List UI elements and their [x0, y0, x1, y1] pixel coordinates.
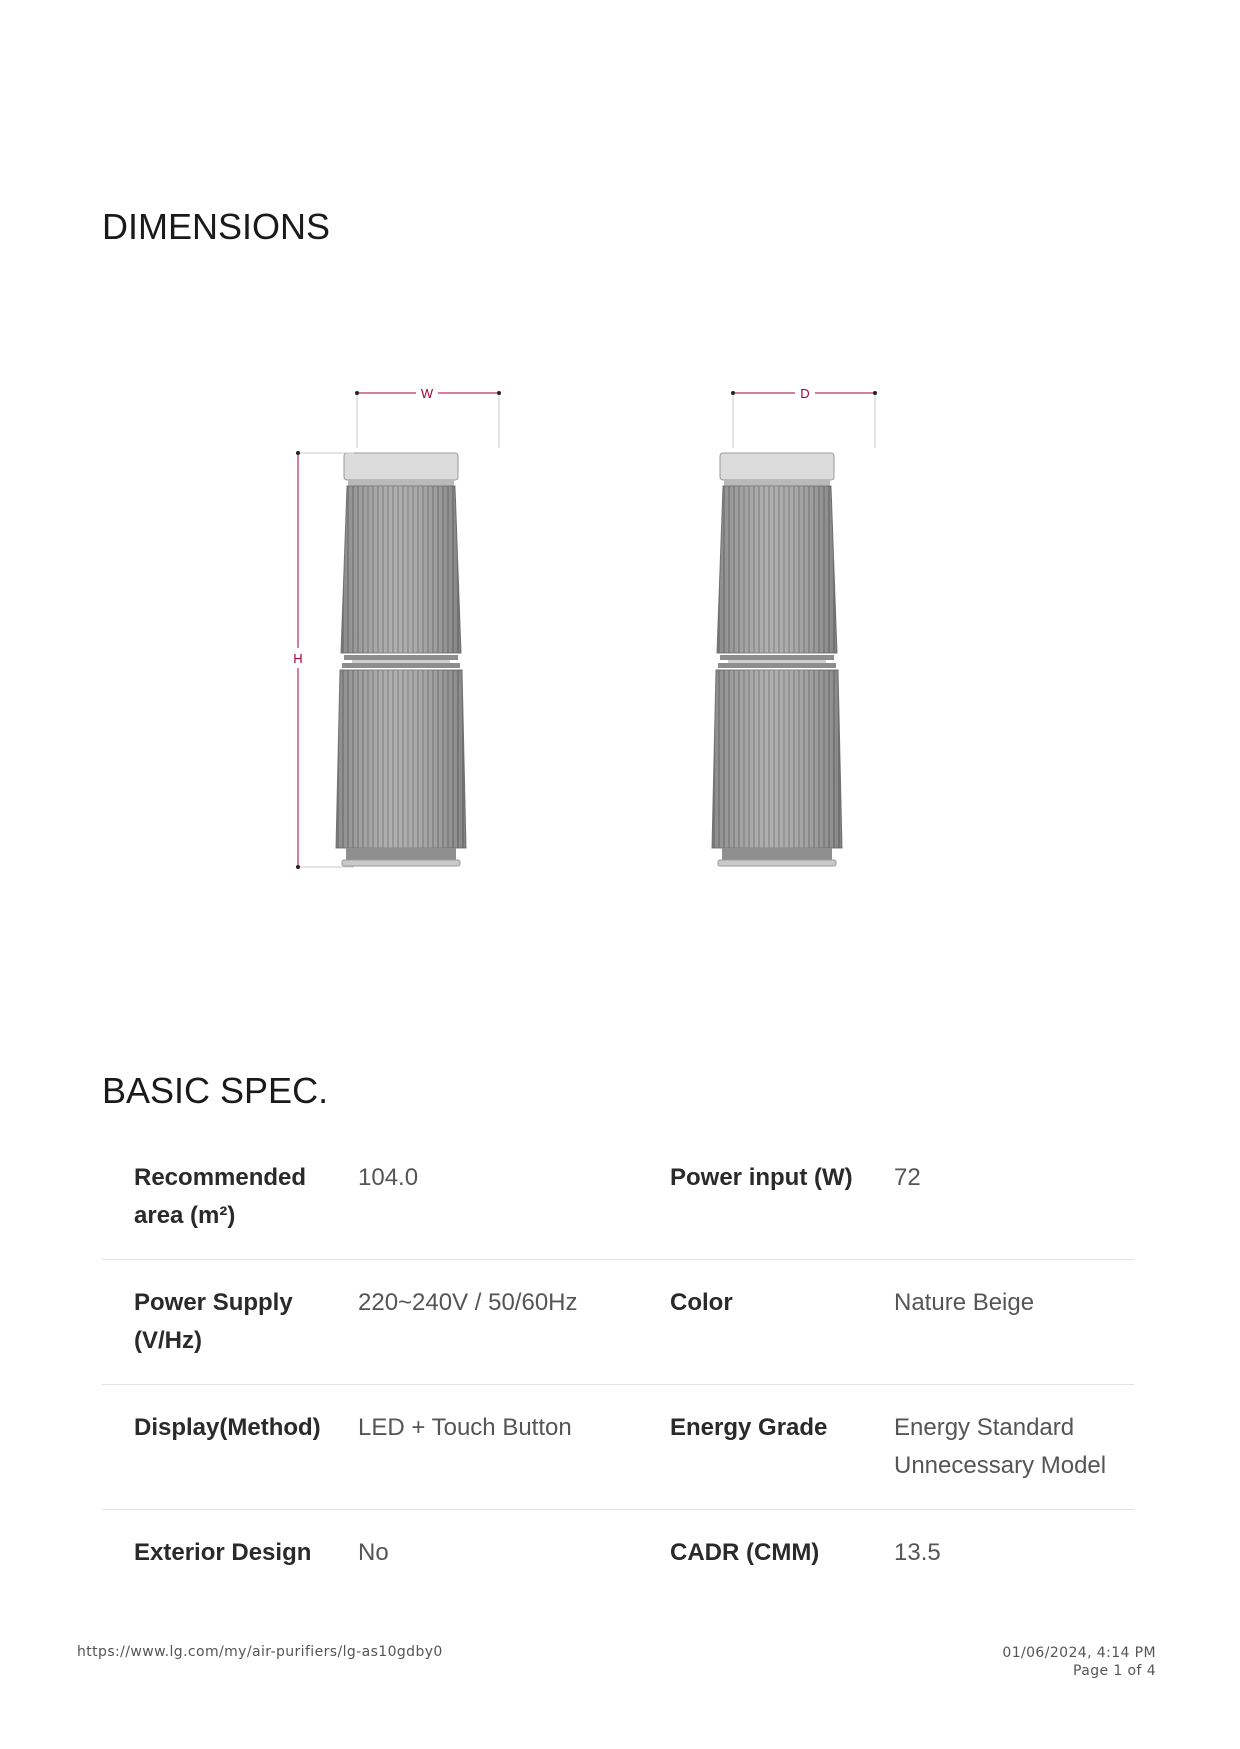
depth-dimension: [731, 386, 877, 448]
basic-spec-title: BASIC SPEC.: [102, 1070, 329, 1111]
spec-row: [102, 1385, 1134, 1510]
spec-value: 104.0: [358, 1164, 419, 1191]
spec-value: Energy Standard Unnecessary Model: [894, 1414, 1107, 1479]
width-dimension: [355, 386, 501, 448]
spec-label: Color: [670, 1289, 733, 1316]
spec-value: Nature Beige: [894, 1289, 1035, 1316]
dimensions-title: DIMENSIONS: [102, 206, 331, 247]
spec-label: Energy Grade: [670, 1414, 828, 1441]
spec-label: Display(Method): [134, 1414, 321, 1441]
depth-label: D: [800, 386, 810, 401]
spec-value: 72: [894, 1164, 921, 1191]
spec-label: Exterior Design: [134, 1539, 312, 1566]
footer-url[interactable]: https://www.lg.com/my/air-purifiers/lg-as10gdby0: [77, 1644, 443, 1660]
height-label: H: [293, 651, 303, 666]
spec-label: CADR (CMM): [670, 1539, 820, 1566]
purifier-front-view: [336, 453, 466, 866]
spec-label: [102, 1135, 358, 1260]
spec-label: Power input (W): [670, 1164, 853, 1191]
dimensions-diagram: [280, 380, 960, 880]
spec-label-text: Recommended area (m²): [134, 1164, 307, 1229]
spec-value: LED + Touch Button: [358, 1414, 572, 1441]
purifier-side-view: [712, 453, 842, 866]
spec-value: No: [358, 1539, 389, 1566]
footer-page-number: Page 1 of 4: [1073, 1663, 1156, 1679]
spec-value: 13.5: [894, 1539, 941, 1566]
spec-row: [102, 1510, 1134, 1628]
spec-row: [102, 1135, 1134, 1260]
spec-table: [102, 1135, 1134, 1628]
spec-value: 220~240V / 50/60Hz: [358, 1289, 578, 1316]
footer-timestamp: 01/06/2024, 4:14 PM: [1002, 1645, 1156, 1661]
spec-label: Power Supply (V/Hz): [134, 1289, 293, 1354]
footer-meta: [1002, 1644, 1156, 1680]
spec-row: [102, 1260, 1134, 1385]
width-label: W: [420, 386, 434, 401]
